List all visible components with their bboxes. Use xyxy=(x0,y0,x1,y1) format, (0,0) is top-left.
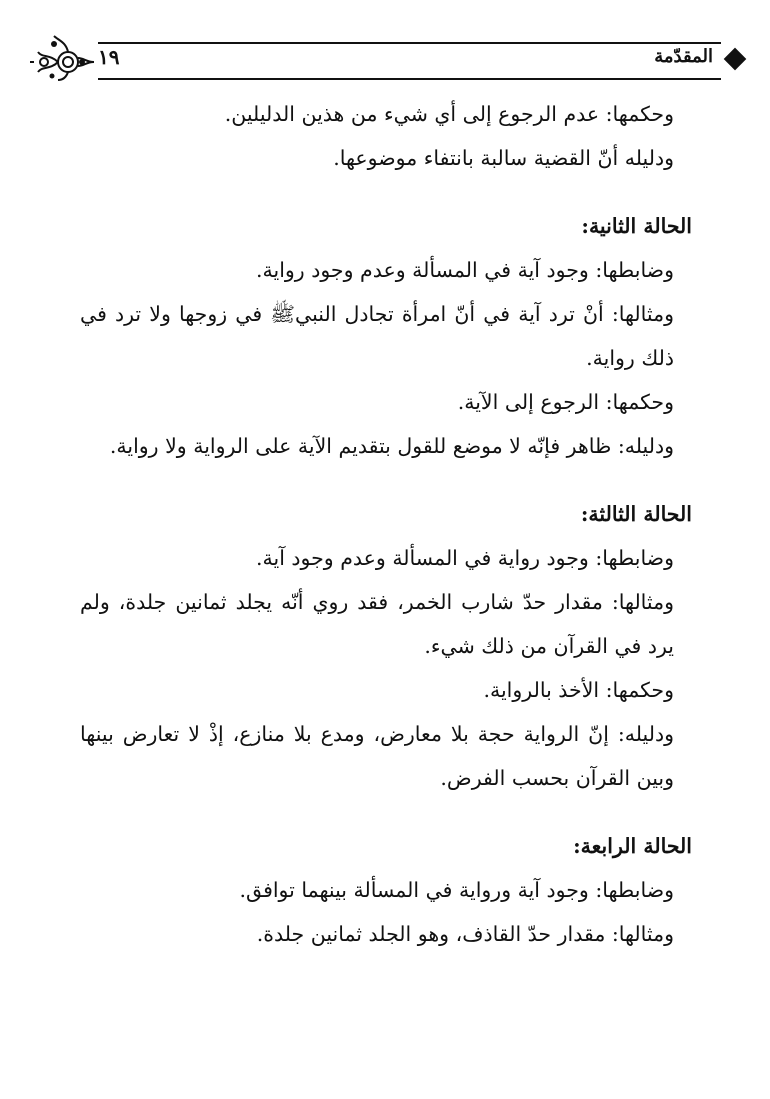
paragraph: ودليله: إنّ الرواية حجة بلا معارض، ومدع بلا منازع، إذْ لا تعارض بينها وبين القرآن بحسب الفرض. xyxy=(80,722,674,790)
page-body xyxy=(80,92,692,956)
header-rule-top xyxy=(98,42,721,44)
paragraph: وحكمها: عدم الرجوع إلى أي شيء من هذين الدليلين. xyxy=(224,102,674,126)
paragraph: ودليله: ظاهر فإنّه لا موضع للقول بتقديم الآية على الرواية ولا رواية. xyxy=(109,434,674,458)
paragraph: ومثالها: أنْ ترد آية في أنّ امرأة تجادل النبيﷺ في زوجها ولا ترد في ذلك رواية. xyxy=(80,302,674,370)
paragraph: ومثالها: مقدار حدّ شارب الخمر، فقد روي أنّه يجلد ثمانين جلدة، ولم يرد في القرآن من ذلك شيء. xyxy=(80,590,674,658)
paragraph: ودليله أنّ القضية سالبة بانتفاء موضوعها. xyxy=(333,146,674,170)
running-header xyxy=(28,30,743,80)
diamond-ornament-icon xyxy=(724,48,747,71)
section-heading: الحالة الرابعة: xyxy=(573,834,692,858)
floral-ornament-icon xyxy=(28,32,98,82)
paragraph: وضابطها: وجود رواية في المسألة وعدم وجود آية. xyxy=(255,546,674,570)
chapter-title: المقدّمة xyxy=(654,46,713,67)
page-number: ١٩ xyxy=(98,45,120,69)
paragraph: وضابطها: وجود آية في المسألة وعدم وجود رواية. xyxy=(255,258,674,282)
section-heading: الحالة الثالثة: xyxy=(580,502,692,526)
section-heading: الحالة الثانية: xyxy=(581,214,692,238)
header-rule-bottom xyxy=(98,78,721,80)
paragraph: وحكمها: الأخذ بالرواية. xyxy=(483,678,674,702)
paragraph: وضابطها: وجود آية ورواية في المسألة بينهما توافق. xyxy=(239,878,674,902)
paragraph: وحكمها: الرجوع إلى الآية. xyxy=(457,390,674,414)
paragraph: ومثالها: مقدار حدّ القاذف، وهو الجلد ثمانين جلدة. xyxy=(256,922,674,946)
